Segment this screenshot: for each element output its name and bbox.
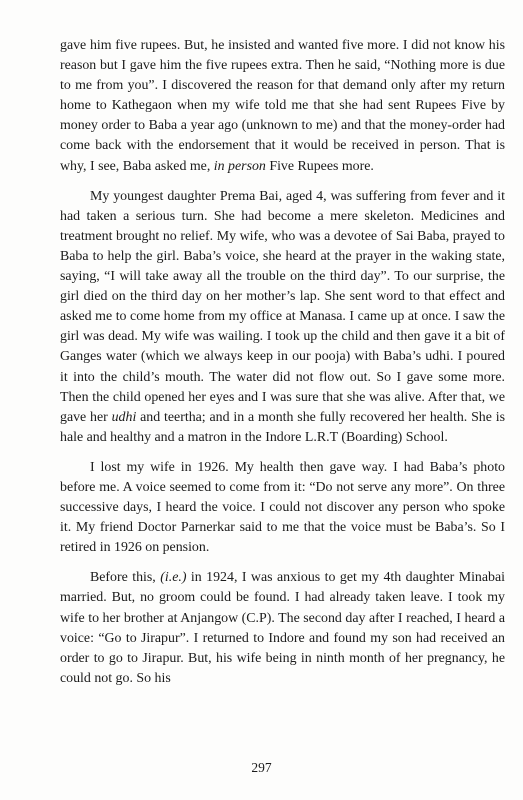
paragraph-1 xyxy=(60,36,505,177)
paragraph-4-text-a: Before this, xyxy=(90,570,161,586)
paragraph-1-text-a: gave him five rupees. But, he insisted and wanted five more. I did not know his reason but I gave him the five rupees extra. Then he said, “Nothing more is due to me from you”. I discovered the reason for that demand only after my return home to Kathegaon when my wife told me that she had sent Rupees Five by money order to Baba a year ago (unknown to me) and that the money-order had come back with the endorsement that it would be received in person. That is why, I see, Baba asked me, xyxy=(60,38,505,174)
paragraph-1-text-b: Five Rupees more. xyxy=(265,158,374,174)
paragraph-2-text-b: and teertha; and in a month she fully recovered her health. She is hale and healthy and a matron in the Indore L.R.T (Boarding) School. xyxy=(60,409,505,445)
paragraph-4 xyxy=(60,568,505,689)
paragraph-3-text: I lost my wife in 1926. My health then gave way. I had Baba’s photo before me. A voice seemed to come from it: “Do not serve any more”. On three successive days, I heard the voice. I could not discover any person who spoke it. My friend Doctor Parnerkar said to me that the voice must be Baba’s. So I retired in 1926 on pension. xyxy=(60,459,505,556)
page-number: 297 xyxy=(251,760,272,775)
paragraph-2 xyxy=(60,187,505,448)
paragraph-3 xyxy=(60,458,505,558)
paragraph-4-italic-ie: (i.e.) xyxy=(160,570,187,586)
body-text xyxy=(60,36,505,699)
paragraph-2-italic-udhi: udhi xyxy=(111,409,137,425)
paragraph-4-text-b: in 1924, I was anxious to get my 4th daughter Minabai married. But, no groom could be found. I had already taken leave. I took my wife to her brother at Anjangow (C.P). The second day after I reached, I heard a voice: “Go to Jirapur”. I returned to Indore and found my son had received an order to go to Jirapur. But, his wife being in ninth month of her pregnancy, he could not go. So his xyxy=(60,570,506,686)
paragraph-2-text-a: My youngest daughter Prema Bai, aged 4, was suffering from fever and it had taken a serious turn. She had become a mere skeleton. Medicines and treatment brought no relief. My wife, who was a devotee of Sai Baba, prayed to Baba to help the girl. Baba’s voice, she heard at the prayer in the waking state, saying, “I will take away all the trouble on the third day”. To our surprise, the girl died on the third day on her mother’s lap. She sent word to that effect and asked me to come home from my office at Manasa. I came up at once. I saw the girl was dead. My wife was wailing. I took up the child and then gave it a bit of Ganges water (which we always keep in our pooja) with Baba’s udhi. I poured it into the child’s mouth. The water did not flow out. So I gave some more. Then the child opened her eyes and I was sure that she was alive. After that, we gave her xyxy=(60,188,505,425)
paragraph-1-italic-in-person: in person xyxy=(213,158,266,174)
